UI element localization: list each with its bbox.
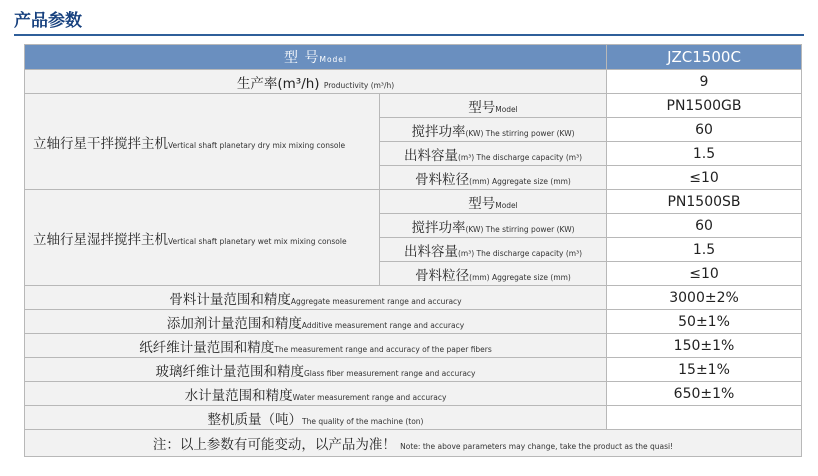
row-label: [25, 334, 607, 358]
row-label-en: The quality of the machine (ton): [302, 416, 424, 426]
wet-param-en: (KW) The stirring power (KW): [465, 224, 575, 234]
wet-param-label: [380, 190, 607, 214]
productivity-value: 9: [607, 70, 802, 94]
table-row-productivity: [25, 70, 802, 94]
row-label-cn: 玻璃纤维计量范围和精度: [155, 363, 304, 380]
row-label-cn: 添加剂计量范围和精度: [166, 315, 302, 332]
heading-divider: [14, 34, 804, 36]
table-row: [25, 334, 802, 358]
dry-param-label: [380, 118, 607, 142]
productivity-label: [25, 70, 607, 94]
note-cn: 注：以上参数有可能变动，以产品为准！: [152, 437, 396, 453]
wet-param-en: (mm) Aggregate size (mm): [469, 272, 571, 282]
table-row: [25, 286, 802, 310]
dry-param-value: PN1500GB: [607, 94, 802, 118]
dry-param-cn: 骨料粒径: [415, 171, 470, 188]
wet-console-cn: 立轴行星湿拌搅拌主机: [33, 231, 168, 248]
table-row: [25, 382, 802, 406]
row-label: [25, 406, 607, 430]
note-en: Note: the above parameters may change, take the product as the quasi!: [400, 442, 674, 451]
row-value: 50±1%: [607, 310, 802, 334]
row-label-cn: 纸纤维计量范围和精度: [139, 339, 275, 356]
wet-param-value: 60: [607, 214, 802, 238]
dry-console-label: [25, 94, 380, 190]
row-label-cn: 水计量范围和精度: [184, 387, 293, 404]
model-header-cell: [25, 45, 607, 70]
row-label-cn: 整机质量（吨）: [207, 411, 303, 428]
dry-param-value: 60: [607, 118, 802, 142]
dry-param-label: [380, 94, 607, 118]
row-label: [25, 286, 607, 310]
wet-console-label: [25, 190, 380, 286]
row-label-en: Glass fiber measurement range and accuracy: [304, 368, 476, 378]
wet-param-cn: 骨料粒径: [415, 267, 470, 284]
wet-param-cn: 搅拌功率: [411, 219, 466, 236]
page-heading: 产品参数: [14, 11, 82, 31]
table-header-row: [25, 45, 802, 70]
model-header-cn: 型 号: [284, 50, 320, 66]
table-row: [25, 406, 802, 430]
row-label-cn: 骨料计量范围和精度: [169, 291, 291, 308]
wet-param-label: [380, 238, 607, 262]
dry-param-value: ≤10: [607, 166, 802, 190]
productivity-cn: 生产率(m³/h): [236, 75, 320, 92]
wet-param-label: [380, 262, 607, 286]
dry-param-label: [380, 166, 607, 190]
row-value: 3000±2%: [607, 286, 802, 310]
row-label-en: The measurement range and accuracy of the paper fibers: [274, 344, 492, 354]
product-parameters-table: [24, 44, 802, 457]
model-header-value: JZC1500C: [607, 45, 802, 70]
dry-param-cn: 型号: [468, 99, 496, 116]
row-label-en: Aggregate measurement range and accuracy: [290, 296, 462, 306]
wet-param-label: [380, 214, 607, 238]
dry-param-cn: 出料容量: [403, 147, 458, 164]
productivity-en: Productivity (m³/h): [323, 80, 395, 90]
row-label: [25, 382, 607, 406]
note-cell: [25, 430, 802, 457]
wet-param-en: (m³) The discharge capacity (m³): [457, 248, 583, 258]
wet-param-cn: 型号: [468, 195, 496, 212]
dry-param-en: (mm) Aggregate size (mm): [469, 176, 571, 186]
row-label-en: Water measurement range and accuracy: [292, 392, 447, 402]
wet-param-value: 1.5: [607, 238, 802, 262]
row-label: [25, 310, 607, 334]
table-note-row: [25, 430, 802, 457]
table-row-dry-model: [25, 94, 802, 118]
row-value: 650±1%: [607, 382, 802, 406]
wet-param-value: ≤10: [607, 262, 802, 286]
dry-param-en: Model: [495, 104, 518, 114]
model-header-en: Model: [319, 55, 347, 64]
wet-console-en: Vertical shaft planetary wet mix mixing console: [168, 236, 347, 246]
row-label: [25, 358, 607, 382]
table-row: [25, 358, 802, 382]
row-value: 15±1%: [607, 358, 802, 382]
wet-param-value: PN1500SB: [607, 190, 802, 214]
wet-param-en: Model: [495, 200, 518, 210]
row-value: [607, 406, 802, 430]
row-label-en: Additive measurement range and accuracy: [301, 320, 465, 330]
dry-param-value: 1.5: [607, 142, 802, 166]
dry-param-en: (KW) The stirring power (KW): [465, 128, 575, 138]
table-row: [25, 310, 802, 334]
dry-param-en: (m³) The discharge capacity (m³): [457, 152, 583, 162]
dry-param-label: [380, 142, 607, 166]
wet-param-cn: 出料容量: [403, 243, 458, 260]
table-row-wet-model: [25, 190, 802, 214]
dry-param-cn: 搅拌功率: [411, 123, 466, 140]
dry-console-cn: 立轴行星干拌搅拌主机: [33, 135, 168, 152]
dry-console-en: Vertical shaft planetary dry mix mixing console: [168, 140, 346, 150]
row-value: 150±1%: [607, 334, 802, 358]
